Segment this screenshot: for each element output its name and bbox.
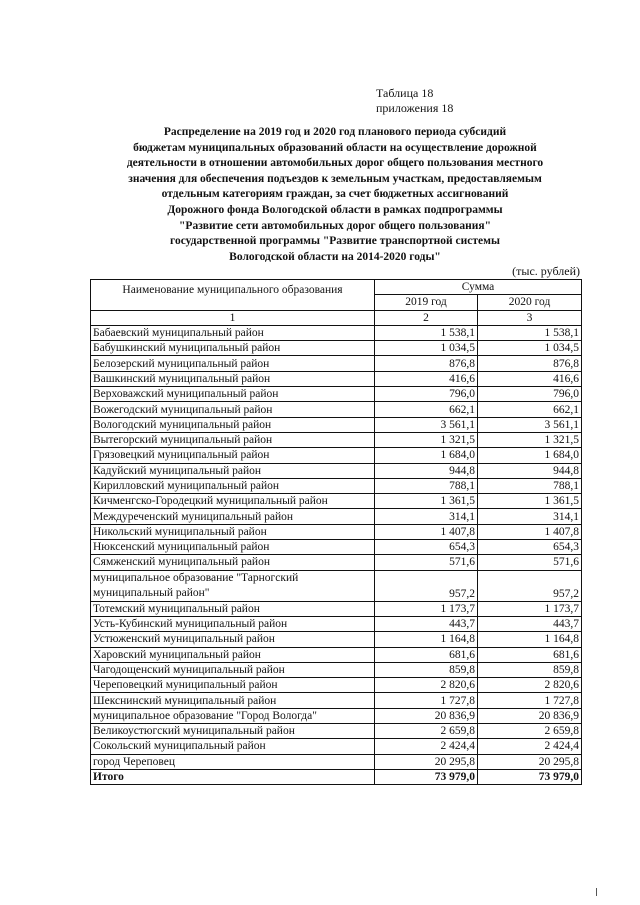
amount-2020: 788,1 [478,478,582,493]
total-row [91,769,582,784]
table-row [91,387,582,402]
amount-2020: 443,7 [478,616,582,631]
municipality-name: Сямженский муниципальный район [91,555,375,570]
table-row [91,325,582,340]
amount-2019: 2 659,8 [375,724,478,739]
amount-2019: 20 836,9 [375,708,478,723]
amount-2019: 662,1 [375,402,478,417]
amount-2019: 1 361,5 [375,494,478,509]
amount-2019: 3 561,1 [375,417,478,432]
table-row [91,494,582,509]
document-title [100,125,570,265]
table-row [91,601,582,616]
amount-2019: 796,0 [375,387,478,402]
table-row [91,555,582,570]
amount-2019: 443,7 [375,616,478,631]
title-line: деятельности в отношении автомобильных дорог общего пользования местного [126,157,544,170]
amount-2019: 416,6 [375,371,478,386]
municipality-name: Вожегодский муниципальный район [91,402,375,417]
title-line: бюджетам муниципальных образований области на осуществление дорожной [133,141,537,154]
amount-2020: 796,0 [478,387,582,402]
table-row [91,647,582,662]
amount-2019: 654,3 [375,540,478,555]
header-2020: 2020 год [478,295,582,310]
table-label: Таблица 18 [376,86,434,100]
municipality-name: Великоустюгский муниципальный район [91,724,375,739]
municipality-name: Кадуйский муниципальный район [91,463,375,478]
municipality-name: Череповецкий муниципальный район [91,678,375,693]
amount-2019: 571,6 [375,555,478,570]
municipality-name: Вашкинский муниципальный район [91,371,375,386]
amount-2019: 1 684,0 [375,448,478,463]
table-row [91,417,582,432]
municipality-name: Бабаевский муниципальный район [91,325,375,340]
title-line: государственной программы "Развитие транспортной системы [170,235,500,248]
municipality-name: Кичменгско-Городецкий муниципальный район [91,494,375,509]
header-2019: 2019 год [375,295,478,310]
table-row [91,478,582,493]
amount-2019: 1 164,8 [375,632,478,647]
amount-2019: 1 034,5 [375,341,478,356]
amount-2020: 957,2 [478,570,582,601]
table-row [91,739,582,754]
amount-2019: 1 538,1 [375,325,478,340]
total-label: Итого [91,769,375,784]
amount-2019: 1 727,8 [375,693,478,708]
table-row [91,724,582,739]
amount-2020: 20 836,9 [478,708,582,723]
municipality-name: Чагодощенский муниципальный район [91,662,375,677]
amount-2019: 2 820,6 [375,678,478,693]
municipality-name: муниципальное образование "Тарногский муниципальный район" [91,570,375,601]
amount-2020: 1 684,0 [478,448,582,463]
amount-2019: 1 173,7 [375,601,478,616]
municipality-name: Верховажский муниципальный район [91,387,375,402]
amount-2020: 314,1 [478,509,582,524]
total-2019: 73 979,0 [375,769,478,784]
col-number-2: 2 [375,310,478,325]
table-row [91,570,582,601]
municipality-name: Усть-Кубинский муниципальный район [91,616,375,631]
amount-2019: 788,1 [375,478,478,493]
amount-2020: 944,8 [478,463,582,478]
table-row [91,432,582,447]
amount-2019: 859,8 [375,662,478,677]
amount-2020: 416,6 [478,371,582,386]
header-sum: Сумма [375,280,582,295]
table-row [91,662,582,677]
col-number-3: 3 [478,310,582,325]
municipality-name: Устюженский муниципальный район [91,632,375,647]
municipality-name: город Череповец [91,754,375,769]
municipality-name: Сокольский муниципальный район [91,739,375,754]
amount-2019: 957,2 [375,570,478,601]
amount-2020: 1 164,8 [478,632,582,647]
amount-2020: 2 820,6 [478,678,582,693]
municipality-name: муниципальное образование "Город Вологда" [91,708,375,723]
appendix-label: приложения 18 [376,101,454,115]
municipality-name: Вытегорский муниципальный район [91,432,375,447]
table-row [91,616,582,631]
municipality-name: Грязовецкий муниципальный район [91,448,375,463]
municipality-name: Харовский муниципальный район [91,647,375,662]
municipality-name: Тотемский муниципальный район [91,601,375,616]
amount-2020: 20 295,8 [478,754,582,769]
table-row [91,540,582,555]
table-row [91,402,582,417]
amount-2020: 1 407,8 [478,524,582,539]
subsidy-table [90,279,582,785]
municipality-name: Кирилловский муниципальный район [91,478,375,493]
table-row [91,524,582,539]
title-line: "Развитие сети автомобильных дорог общего пользования" [179,219,491,232]
title-line: отдельным категориям граждан, за счет бюджетных ассигнований [161,188,509,201]
municipality-name: Вологодский муниципальный район [91,417,375,432]
municipality-name: Белозерский муниципальный район [91,356,375,371]
amount-2019: 944,8 [375,463,478,478]
amount-2019: 1 321,5 [375,432,478,447]
table-row [91,448,582,463]
amount-2020: 2 424,4 [478,739,582,754]
table-row [91,463,582,478]
amount-2020: 571,6 [478,555,582,570]
amount-2020: 1 538,1 [478,325,582,340]
table-row [91,509,582,524]
table-row [91,693,582,708]
units-label: (тыс. рублей) [512,264,580,278]
table-row [91,678,582,693]
municipality-name: Шекснинский муниципальный район [91,693,375,708]
table-row [91,754,582,769]
title-line: Распределение на 2019 год и 2020 год планового периода субсидий [163,126,507,138]
title-line: значения для обеспечения подъездов к земельным участкам, предоставляемым [128,172,542,185]
amount-2020: 2 659,8 [478,724,582,739]
total-2020: 73 979,0 [478,769,582,784]
col-number-1: 1 [91,310,375,325]
title-line: Вологодской области на 2014-2020 годы" [229,250,441,263]
amount-2019: 2 424,4 [375,739,478,754]
amount-2020: 1 321,5 [478,432,582,447]
municipality-name: Нюксенский муниципальный район [91,540,375,555]
amount-2020: 859,8 [478,662,582,677]
amount-2019: 1 407,8 [375,524,478,539]
amount-2019: 20 295,8 [375,754,478,769]
municipality-name: Никольский муниципальный район [91,524,375,539]
table-row [91,632,582,647]
table-row [91,341,582,356]
amount-2019: 876,8 [375,356,478,371]
amount-2020: 876,8 [478,356,582,371]
page-edge-mark [596,888,597,896]
table-row [91,371,582,386]
amount-2020: 681,6 [478,647,582,662]
amount-2020: 3 561,1 [478,417,582,432]
title-line: Дорожного фонда Вологодской области в рамках подпрограммы [167,203,503,216]
table-row [91,708,582,723]
table-row [91,356,582,371]
amount-2019: 681,6 [375,647,478,662]
amount-2019: 314,1 [375,509,478,524]
municipality-name: Междуреченский муниципальный район [91,509,375,524]
amount-2020: 1 034,5 [478,341,582,356]
header-name: Наименование муниципального образования [91,280,375,311]
amount-2020: 662,1 [478,402,582,417]
amount-2020: 1 727,8 [478,693,582,708]
municipality-name: Бабушкинский муниципальный район [91,341,375,356]
amount-2020: 654,3 [478,540,582,555]
amount-2020: 1 173,7 [478,601,582,616]
amount-2020: 1 361,5 [478,494,582,509]
table-caption [376,86,453,116]
